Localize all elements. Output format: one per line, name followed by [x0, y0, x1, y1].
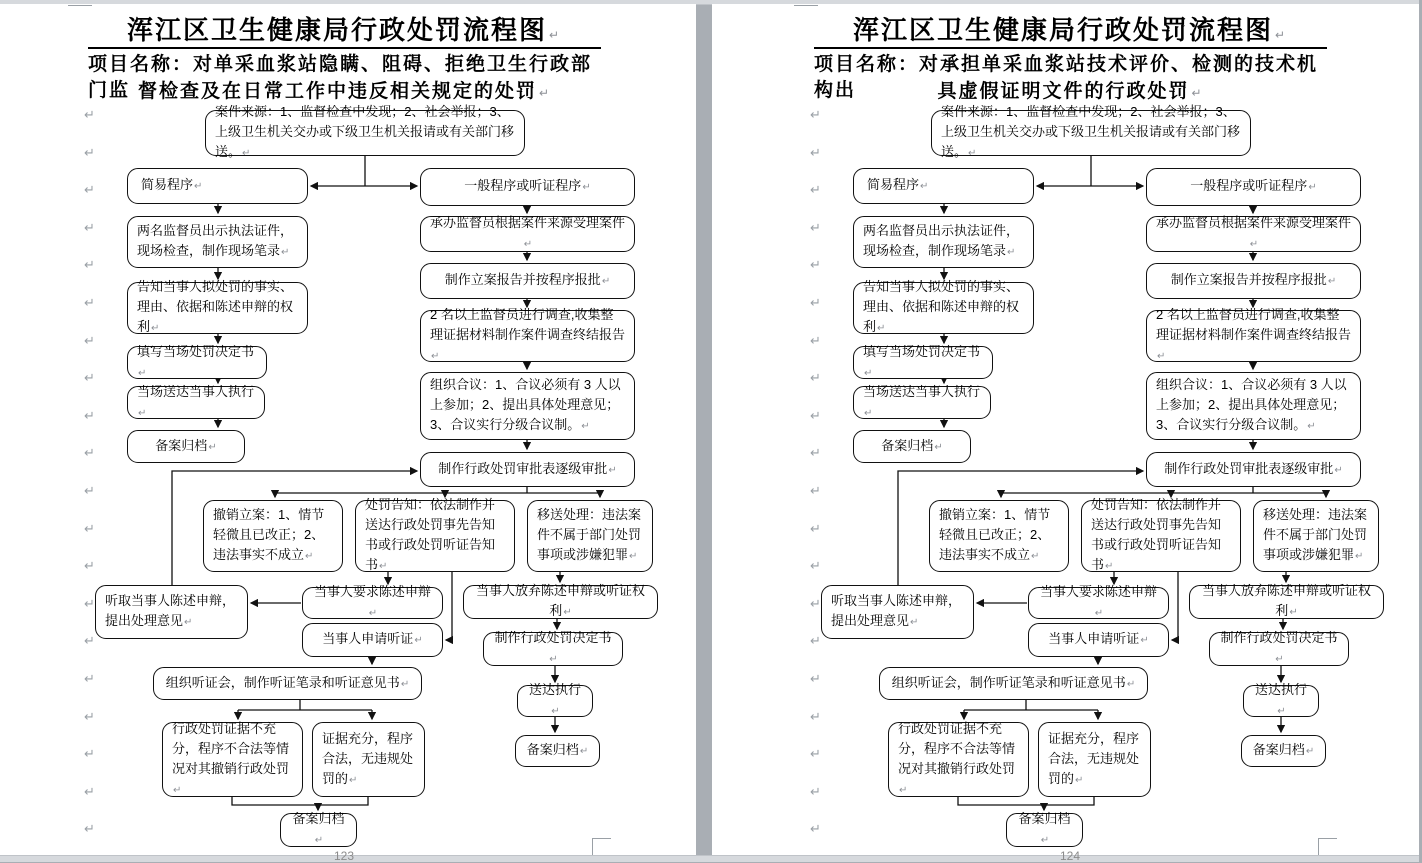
paragraph-mark-icon: ↵	[84, 370, 95, 386]
flow-node-make-decision: 制作行政处罚决定书 ↵	[483, 632, 623, 666]
paragraph-mark-icon: ↵	[84, 332, 95, 348]
project-name-line2: 具虚假证明文件的行政处罚 ↵	[814, 79, 1327, 106]
paragraph-mark-icon: ↵	[810, 595, 821, 611]
project-name-line1: 项目名称：对单采血浆站隐瞒、阻碍、拒绝卫生行政部门监	[88, 54, 593, 101]
paragraph-mark-icon: ↵	[810, 407, 821, 423]
paragraph-mark-icon: ↵	[84, 144, 95, 160]
flow-node-waive-rights: 当事人放弃陈述申辩或听证权利 ↵	[1189, 585, 1384, 619]
page-title: 浑江区卫生健康局行政处罚流程图 ↵	[814, 10, 1326, 47]
flow-node-archive-general: 备案归档 ↵	[1241, 735, 1326, 767]
paragraph-mark-icon: ↵	[84, 595, 95, 611]
paragraph-mark-icon: ↵	[84, 783, 95, 799]
paragraph-mark-icon: ↵	[810, 332, 821, 348]
paragraph-marks	[84, 108, 98, 848]
title-divider	[814, 47, 1327, 49]
paragraph-mark-icon: ↵	[810, 821, 821, 837]
flow-node-deliberation: 组织合议：1、合议必须有 3 人以上参加；2、提出具体处理意见；3、合议实行分级合议制。 ↵	[420, 372, 635, 440]
paragraph-mark-icon: ↵	[810, 370, 821, 386]
flow-node-deliver-onsite: 当场送达当事人执行 ↵	[127, 386, 265, 419]
flow-node-inform-rights: 告知当事人拟处罚的事实、理由、依据和陈述申辩的权利 ↵	[127, 282, 308, 334]
paragraph-mark-icon: ↵	[84, 407, 95, 423]
flow-node-deliver-onsite: 当场送达当事人执行 ↵	[853, 386, 991, 419]
paragraph-mark-icon: ↵	[810, 257, 821, 273]
flow-node-investigate: 2 名以上监督员进行调查,收集整理证据材料制作案件调查终结报告 ↵	[420, 310, 635, 362]
flow-node-approval-form: 制作行政处罚审批表逐级审批 ↵	[420, 452, 635, 487]
flow-node-insufficient-evidence: 行政处罚证据不充分，程序不合法等情况对其撤销行政处罚 ↵	[888, 722, 1029, 797]
flow-node-archive-hearing: 备案归档 ↵	[1006, 813, 1083, 847]
paragraph-mark-icon: ↵	[810, 295, 821, 310]
flow-node-organize-hearing: 组织听证会，制作听证笔录和听证意见书 ↵	[153, 667, 422, 700]
flow-node-filing-report: 制作立案报告并按程序报批 ↵	[1146, 263, 1361, 299]
document-page-123[interactable]	[0, 4, 696, 863]
flow-node-filing-report: 制作立案报告并按程序报批 ↵	[420, 263, 635, 299]
flow-node-accept-case: 承办监督员根据案件来源受理案件 ↵	[420, 216, 635, 252]
page-number: 124	[1059, 849, 1081, 863]
flow-node-fill-onsite-decision: 填写当场处罚决定书 ↵	[853, 346, 993, 379]
paragraph-mark-icon: ↵	[84, 671, 95, 686]
project-name-line2: 督检查及在日常工作中违反相关规定的处罚 ↵	[88, 79, 601, 106]
flow-node-deliberation: 组织合议：1、合议必须有 3 人以上参加；2、提出具体处理意见；3、合议实行分级合议制。 ↵	[1146, 372, 1361, 440]
flow-node-accept-case: 承办监督员根据案件来源受理案件 ↵	[1146, 216, 1361, 252]
paragraph-mark-icon: ↵	[84, 708, 95, 724]
flow-node-request-statement: 当事人要求陈述申辩 ↵	[1028, 587, 1169, 619]
flow-node-request-hearing: 当事人申请听证 ↵	[302, 623, 443, 657]
flow-node-make-decision: 制作行政处罚决定书 ↵	[1209, 632, 1349, 666]
title-divider	[88, 47, 601, 49]
flow-node-inform-rights: 告知当事人拟处罚的事实、理由、依据和陈述申辩的权利 ↵	[853, 282, 1034, 334]
flow-node-listen-statement: 听取当事人陈述申辩，提出处理意见 ↵	[95, 585, 248, 639]
page-content	[0, 4, 696, 863]
paragraph-mark-icon: ↵	[810, 746, 821, 762]
paragraph-mark-icon: ↵	[84, 445, 95, 461]
paragraph-mark-icon: ↵	[810, 671, 821, 686]
flow-node-transfer-case: 移送处理：违法案件不属于部门处罚事项或涉嫌犯罪 ↵	[1253, 500, 1379, 572]
flow-node-sufficient-evidence: 证据充分，程序合法，无违规处罚的 ↵	[1038, 722, 1151, 797]
paragraph-mark-icon: ↵	[84, 182, 95, 198]
project-name-line1: 项目名称：对承担单采血浆站技术评价、检测的技术机构出	[814, 54, 1319, 101]
paragraph-mark-icon: ↵	[810, 558, 821, 574]
crop-mark-icon	[794, 5, 818, 6]
flow-node-listen-statement: 听取当事人陈述申辩，提出处理意见 ↵	[821, 585, 974, 639]
paragraph-mark-icon: ↵	[84, 633, 95, 649]
page-title: 浑江区卫生健康局行政处罚流程图 ↵	[88, 10, 600, 47]
document-page-124[interactable]	[712, 4, 1419, 863]
flow-node-revoke-case: 撤销立案：1、情节轻微且已改正；2、违法事实不成立 ↵	[929, 500, 1069, 572]
paragraph-mark-icon: ↵	[84, 107, 95, 122]
paragraph-mark-icon: ↵	[810, 483, 821, 498]
flow-node-archive-general: 备案归档 ↵	[515, 735, 600, 767]
flow-node-case-source: 案件来源：1、监督检查中发现；2、社会举报；3、上级卫生机关交办或下级卫生机关报请或有关部门移送。 ↵	[931, 110, 1251, 156]
paragraph-mark-icon: ↵	[810, 144, 821, 160]
paragraph-mark-icon: ↵	[84, 295, 95, 310]
page-number: 123	[333, 849, 355, 863]
paragraph-mark-icon: ↵	[810, 182, 821, 198]
flow-node-general-procedure: 一般程序或听证程序 ↵	[420, 168, 635, 206]
flow-node-deliver-execute: 送达执行 ↵	[517, 685, 593, 717]
paragraph-mark-icon: ↵	[84, 520, 95, 536]
flow-node-general-procedure: 一般程序或听证程序 ↵	[1146, 168, 1361, 206]
flow-node-organize-hearing: 组织听证会，制作听证笔录和听证意见书 ↵	[879, 667, 1148, 700]
paragraph-mark-icon: ↵	[84, 746, 95, 762]
flow-node-case-source: 案件来源：1、监督检查中发现；2、社会举报；3、上级卫生机关交办或下级卫生机关报请或有关部门移送。 ↵	[205, 110, 525, 156]
paragraph-mark-icon: ↵	[810, 445, 821, 461]
paragraph-mark-icon: ↵	[810, 520, 821, 536]
flow-node-simple-procedure: 简易程序 ↵	[853, 168, 1034, 204]
flow-node-insufficient-evidence: 行政处罚证据不充分，程序不合法等情况对其撤销行政处罚 ↵	[162, 722, 303, 797]
flow-node-request-hearing: 当事人申请听证 ↵	[1028, 623, 1169, 657]
flow-node-approval-form: 制作行政处罚审批表逐级审批 ↵	[1146, 452, 1361, 487]
flow-node-show-credentials: 两名监督员出示执法证件，现场检查，制作现场笔录 ↵	[127, 216, 308, 268]
flow-node-revoke-case: 撤销立案：1、情节轻微且已改正；2、违法事实不成立 ↵	[203, 500, 343, 572]
flow-node-penalty-notice: 处罚告知：依法制作并送达行政处罚事先告知书或行政处罚听证告知书 ↵	[355, 500, 515, 572]
flow-node-simple-procedure: 简易程序 ↵	[127, 168, 308, 204]
flow-node-archive-hearing: 备案归档 ↵	[280, 813, 357, 847]
flow-node-show-credentials: 两名监督员出示执法证件，现场检查，制作现场笔录 ↵	[853, 216, 1034, 268]
flow-node-archive-simple: 备案归档 ↵	[853, 430, 971, 463]
flow-node-transfer-case: 移送处理：违法案件不属于部门处罚事项或涉嫌犯罪 ↵	[527, 500, 653, 572]
paragraph-mark-icon: ↵	[84, 821, 95, 837]
paragraph-mark-icon: ↵	[84, 219, 95, 235]
page-content	[726, 4, 1422, 863]
paragraph-mark-icon: ↵	[810, 708, 821, 724]
crop-mark-icon	[68, 5, 92, 6]
paragraph-mark-icon: ↵	[810, 633, 821, 649]
paragraph-mark-icon: ↵	[810, 107, 821, 122]
paragraph-mark-icon: ↵	[84, 483, 95, 498]
flow-node-archive-simple: 备案归档 ↵	[127, 430, 245, 463]
flow-node-penalty-notice: 处罚告知：依法制作并送达行政处罚事先告知书或行政处罚听证告知书 ↵	[1081, 500, 1241, 572]
flow-node-request-statement: 当事人要求陈述申辩 ↵	[302, 587, 443, 619]
flow-node-fill-onsite-decision: 填写当场处罚决定书 ↵	[127, 346, 267, 379]
paragraph-mark-icon: ↵	[810, 219, 821, 235]
flow-node-sufficient-evidence: 证据充分，程序合法，无违规处罚的 ↵	[312, 722, 425, 797]
flow-node-waive-rights: 当事人放弃陈述申辩或听证权利 ↵	[463, 585, 658, 619]
flow-node-deliver-execute: 送达执行 ↵	[1243, 685, 1319, 717]
paragraph-marks	[810, 108, 824, 848]
flow-node-investigate: 2 名以上监督员进行调查,收集整理证据材料制作案件调查终结报告 ↵	[1146, 310, 1361, 362]
paragraph-mark-icon: ↵	[84, 257, 95, 273]
paragraph-mark-icon: ↵	[810, 783, 821, 799]
paragraph-mark-icon: ↵	[84, 558, 95, 574]
